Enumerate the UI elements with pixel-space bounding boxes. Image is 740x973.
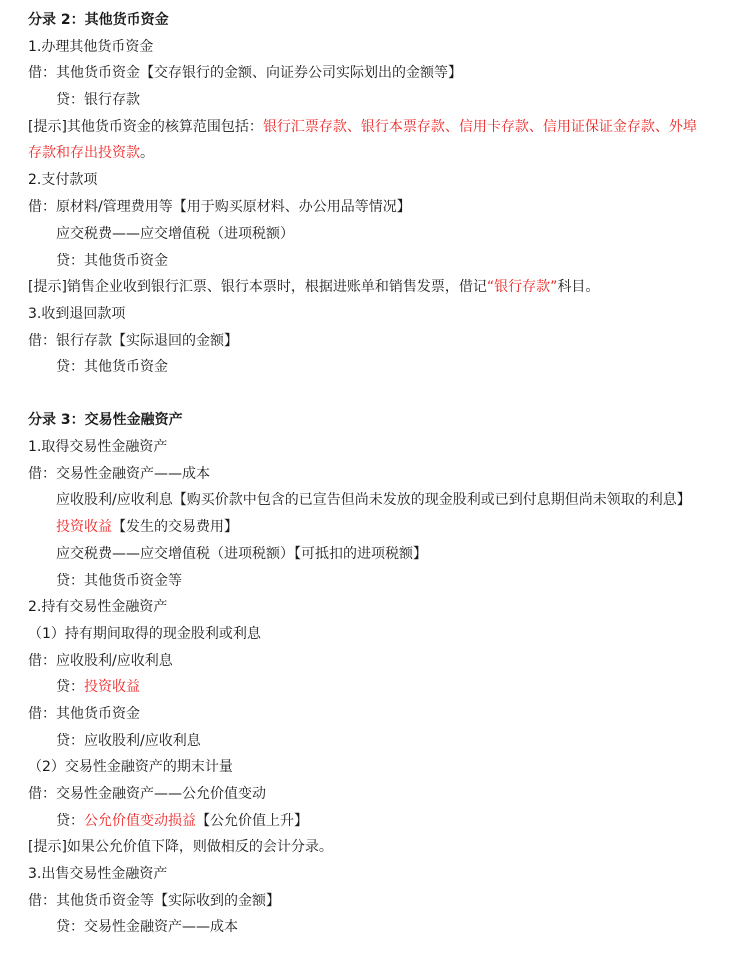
tip2-prefix: [提示]销售企业收到银行汇票、银行本票时，根据进账单和销售发票，借记 bbox=[28, 279, 487, 295]
s1-debit3-rest: 【发生的交易费用】 bbox=[112, 519, 238, 535]
entry3-s1-credit: 贷：其他货币资金等 bbox=[56, 573, 182, 589]
tip2-red: “银行存款” bbox=[486, 279, 558, 295]
entry3-s3-credit: 贷：交易性金融资产——成本 bbox=[56, 919, 238, 935]
entry2-s3-debit: 借：银行存款【实际退回的金额】 bbox=[28, 333, 238, 349]
tip1-red-b: 存款和存出投资款 bbox=[28, 145, 140, 161]
tip2-end: 科目。 bbox=[557, 279, 600, 295]
tip1-end: 。 bbox=[140, 145, 154, 161]
entry2-s2-heading: 2.支付款项 bbox=[28, 172, 98, 188]
s2-credit-c-prefix: 贷： bbox=[56, 813, 84, 829]
entry2-s1-heading: 1.办理其他货币资金 bbox=[28, 39, 154, 55]
entry3-tip3: [提示]如果公允价值下降，则做相反的会计分录。 bbox=[28, 839, 333, 855]
entry3-s2-heading: 2.持有交易性金融资产 bbox=[28, 599, 168, 615]
entry3-s1-debit2: 应收股利/应收利息【购买价款中包含的已宣告但尚未发放的现金股利或已到付息期但尚未领取的利息】 bbox=[56, 492, 691, 508]
entry2-s3-heading: 3.收到退回款项 bbox=[28, 306, 126, 322]
entry2-tip1-line2 bbox=[28, 143, 154, 163]
entry3-s3-heading: 3.出售交易性金融资产 bbox=[28, 866, 168, 882]
entry3-s1-debit4: 应交税费——应交增值税（进项税额）【可抵扣的进项税额】 bbox=[56, 546, 427, 562]
entry3-s2-sub2: （2）交易性金融资产的期末计量 bbox=[28, 759, 233, 775]
entry2-s2-debit2: 应交税费——应交增值税（进项税额） bbox=[56, 226, 294, 242]
entry2-title: 分录 2：其他货币资金 bbox=[28, 12, 169, 28]
entry3-s2-credit-b: 贷：应收股利/应收利息 bbox=[56, 733, 201, 749]
entry2-tip1-line1 bbox=[28, 117, 697, 137]
entry3-s2-credit-c bbox=[56, 811, 308, 831]
entry2-s2-debit: 借：原材料/管理费用等【用于购买原材料、办公用品等情况】 bbox=[28, 199, 411, 215]
s2-credit-c-red: 公允价值变动损益 bbox=[84, 813, 196, 829]
s1-debit3-red: 投资收益 bbox=[56, 519, 112, 535]
entry3-s1-heading: 1.取得交易性金融资产 bbox=[28, 439, 168, 455]
entry3-s1-debit3 bbox=[56, 517, 238, 537]
entry2-s1-debit: 借：其他货币资金【交存银行的金额、向证券公司实际划出的金额等】 bbox=[28, 65, 462, 81]
entry3-s3-debit: 借：其他货币资金等【实际收到的金额】 bbox=[28, 893, 280, 909]
entry3-s2-debit-a: 借：应收股利/应收利息 bbox=[28, 653, 173, 669]
entry2-s3-credit: 贷：其他货币资金 bbox=[56, 359, 168, 375]
entry3-s2-debit-b: 借：其他货币资金 bbox=[28, 706, 140, 722]
entry3-s2-debit-c: 借：交易性金融资产——公允价值变动 bbox=[28, 786, 266, 802]
s2-credit-c-rest: 【公允价值上升】 bbox=[196, 813, 308, 829]
entry2-tip2 bbox=[28, 277, 599, 297]
entry3-title: 分录 3：交易性金融资产 bbox=[28, 412, 183, 428]
s2-credit-a-prefix: 贷： bbox=[56, 679, 84, 695]
entry2-s2-credit: 贷：其他货币资金 bbox=[56, 253, 168, 269]
entry3-s1-debit: 借：交易性金融资产——成本 bbox=[28, 466, 210, 482]
s2-credit-a-red: 投资收益 bbox=[84, 679, 140, 695]
entry2-s1-credit: 贷：银行存款 bbox=[56, 92, 140, 108]
tip1-prefix: [提示]其他货币资金的核算范围包括： bbox=[28, 119, 263, 135]
entry3-s2-credit-a bbox=[56, 677, 140, 697]
tip1-red-a: 银行汇票存款、银行本票存款、信用卡存款、信用证保证金存款、外埠 bbox=[262, 119, 697, 135]
entry3-s2-sub1: （1）持有期间取得的现金股利或利息 bbox=[28, 626, 261, 642]
